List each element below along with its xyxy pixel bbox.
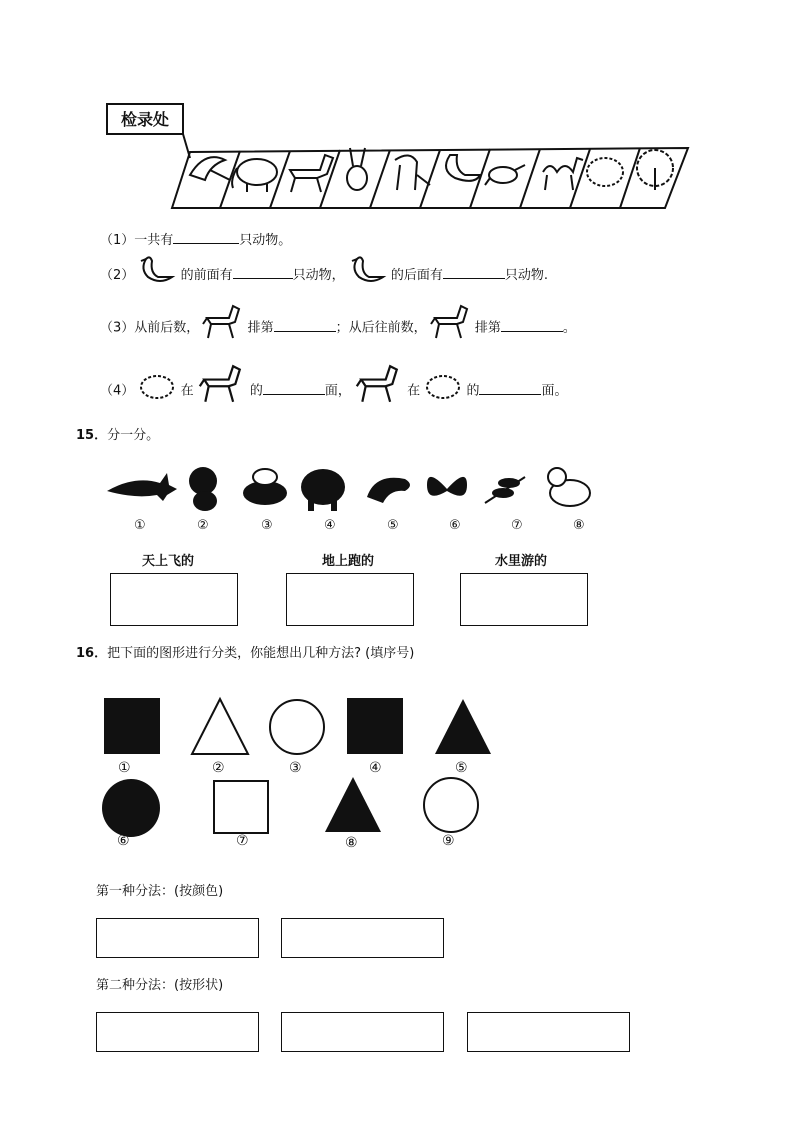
shape-8-black-triangle (323, 774, 383, 834)
method-2-box-c[interactable] (467, 1012, 630, 1052)
animal-number-7: ⑦ (511, 518, 523, 533)
answer-box-land[interactable] (286, 573, 414, 626)
shape-5-black-triangle (433, 696, 493, 756)
q14-4-text-b: 的 (249, 383, 263, 399)
horse-icon (203, 304, 243, 340)
horse-icon (431, 304, 471, 340)
q14-2-text-b: 只动物， (292, 268, 345, 283)
shape-number-3: ③ (289, 760, 302, 776)
horse-icon (355, 364, 403, 404)
elephant-icon (301, 469, 345, 511)
shape-number-1: ① (118, 760, 131, 776)
q14-4-suffix: 面。 (541, 383, 568, 399)
sheep-icon (548, 468, 590, 506)
answer-box-water[interactable] (460, 573, 588, 626)
q16-heading (76, 645, 414, 663)
hedgehog-icon (138, 373, 176, 401)
shrimp-icon (367, 478, 410, 503)
tiger-icon (189, 467, 217, 511)
q14-3-text-a: 排第 (247, 320, 274, 336)
checkin-sign: 检录处 (120, 110, 169, 129)
q14-line-3 (100, 316, 576, 340)
animal-number-3: ③ (261, 518, 273, 533)
shape-number-2: ② (212, 760, 225, 776)
method-1-box-a[interactable] (96, 918, 259, 958)
q15-animal-row (105, 463, 605, 515)
shape-number-7: ⑦ (236, 833, 249, 849)
shape-4-black-square (347, 698, 403, 754)
answer-blank[interactable] (479, 380, 541, 395)
q14-1-suffix: 只动物。 (239, 233, 292, 248)
animal-number-1: ① (134, 518, 146, 533)
shark-icon (107, 473, 177, 501)
question-number: 16． (76, 646, 108, 661)
hedgehog-icon (424, 373, 462, 401)
question-number: 15． (76, 428, 108, 443)
dragonfly-icon (485, 477, 525, 503)
q14-1-prefix: （1）一共有 (100, 233, 174, 248)
q15-heading (76, 427, 159, 445)
q14-line-4 (100, 378, 568, 404)
animal-number-5: ⑤ (387, 518, 399, 533)
shape-3-white-circle (268, 698, 326, 756)
q14-line-2 (100, 264, 548, 287)
q14-4-text-d: 在 (407, 383, 421, 399)
q14-2-prefix: （2） (100, 268, 135, 283)
animal-number-2: ② (197, 518, 209, 533)
q14-3-suffix: 。 (562, 320, 576, 336)
q14-3-text-b: ；从后往前数， (335, 320, 427, 336)
shape-1-black-square (104, 698, 160, 754)
animal-number-4: ④ (324, 518, 336, 533)
answer-blank[interactable] (263, 380, 325, 395)
method-2-box-a[interactable] (96, 1012, 259, 1052)
answer-box-sky[interactable] (110, 573, 238, 626)
shape-number-6: ⑥ (117, 833, 130, 849)
shape-number-8: ⑧ (345, 835, 358, 851)
q14-4-prefix: （4） (100, 383, 135, 399)
parade-animals (185, 140, 695, 200)
animal-number-6: ⑥ (449, 518, 461, 533)
shape-9-white-circle (422, 776, 480, 834)
answer-blank[interactable] (274, 317, 336, 332)
shape-number-4: ④ (369, 760, 382, 776)
category-label-land: 地上跑的 (322, 554, 375, 569)
q14-line-1 (100, 229, 291, 250)
shape-number-9: ⑨ (442, 833, 455, 849)
q14-2-suffix: 只动物. (504, 268, 549, 283)
answer-blank[interactable] (173, 229, 239, 244)
shape-6-black-circle (101, 778, 161, 838)
q14-4-text-c: 面， (324, 383, 351, 399)
horse-icon (198, 364, 246, 404)
answer-blank[interactable] (233, 264, 293, 279)
q14-2-text-c: 的后面有 (390, 268, 443, 283)
goose-icon (138, 255, 176, 287)
question-title: 把下面的图形进行分类，你能想出几种方法? (填序号) (107, 646, 415, 661)
q14-2-text-a: 的前面有 (180, 268, 233, 283)
category-label-sky: 天上飞的 (142, 554, 195, 569)
shape-2-white-triangle (190, 696, 250, 756)
method-1-box-b[interactable] (281, 918, 444, 958)
answer-blank[interactable] (443, 264, 505, 279)
category-label-water: 水里游的 (495, 554, 548, 569)
method-2-box-b[interactable] (281, 1012, 444, 1052)
question-title: 分一分。 (107, 428, 160, 443)
q14-4-text-e: 的 (466, 383, 480, 399)
shape-7-white-square (213, 780, 269, 834)
butterfly-icon (427, 477, 467, 496)
shape-number-5: ⑤ (455, 760, 468, 776)
q14-3-text-c: 排第 (474, 320, 501, 336)
q14-4-text-a: 在 (180, 383, 194, 399)
animal-number-8: ⑧ (573, 518, 585, 533)
bee-icon (243, 469, 287, 505)
q14-3-prefix: （3）从前后数， (100, 320, 200, 336)
answer-blank[interactable] (501, 317, 563, 332)
method-1-label: 第一种分法：(按颜色) (96, 884, 224, 899)
goose-icon (349, 255, 387, 287)
method-2-label: 第二种分法：(按形状) (96, 978, 224, 993)
